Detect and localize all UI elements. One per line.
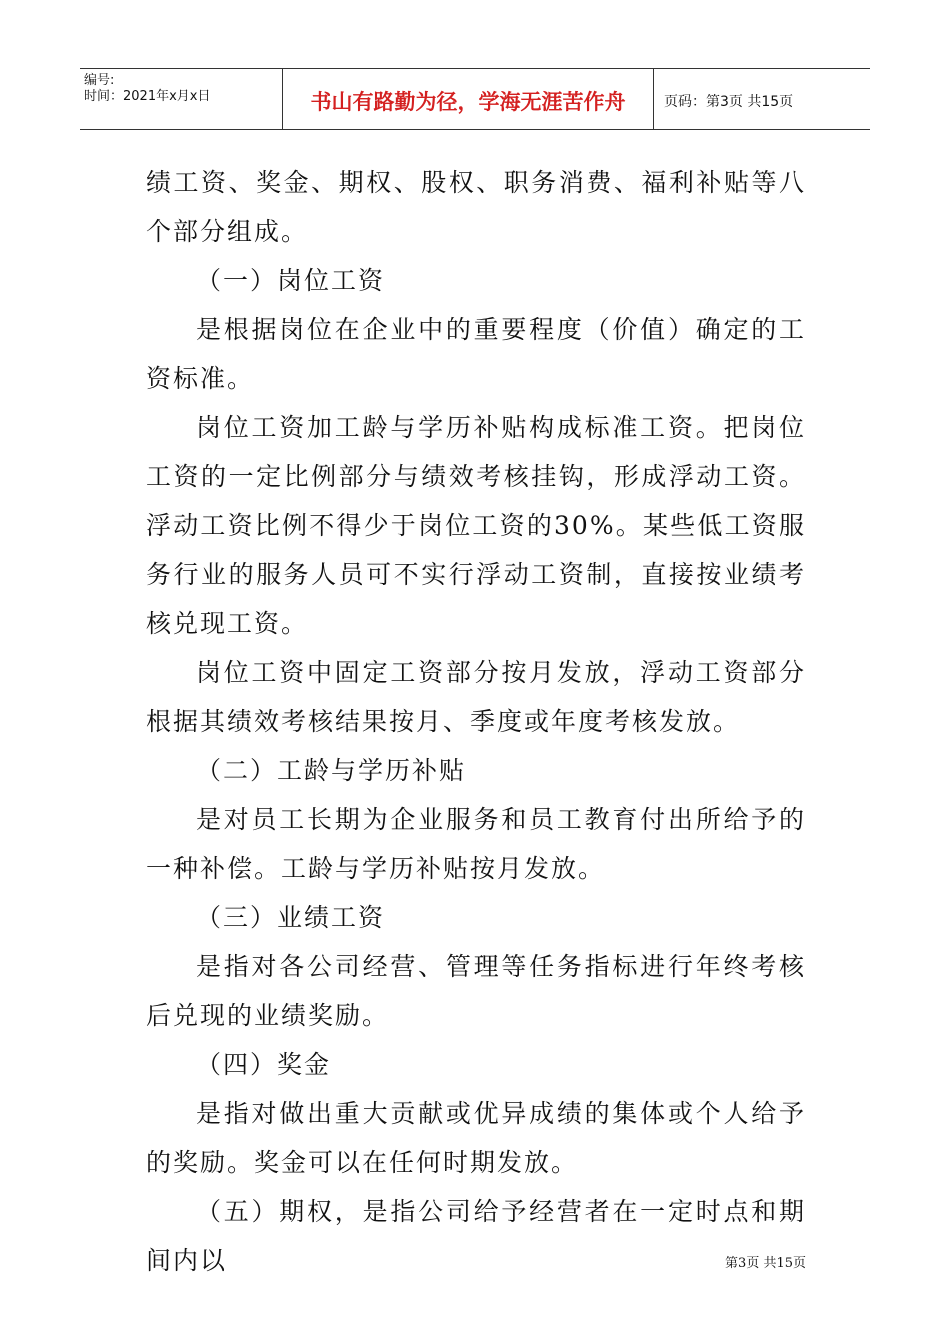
body-paragraph: 岗位工资加工龄与学历补贴构成标准工资。把岗位工资的一定比例部分与绩效考核挂钩，形成浮动工资。浮动工资比例不得少于岗位工资的30%。某些低工资服务行业的服务人员可不实行浮动工资制，直接按业绩考核兑现工资。 (146, 413, 806, 638)
document-body (146, 158, 806, 1285)
body-paragraph: 是根据岗位在企业中的重要程度（价值）确定的工资标准。 (146, 315, 806, 393)
body-paragraph: 是指对做出重大贡献或优异成绩的集体或个人给予的奖励。奖金可以在任何时期发放。 (146, 1099, 806, 1177)
header-motto-cell (283, 69, 654, 129)
body-paragraph: 岗位工资中固定工资部分按月发放，浮动工资部分根据其绩效考核结果按月、季度或年度考核发放。 (146, 658, 806, 736)
header-meta (80, 69, 283, 129)
time-label: 时间：2021年x月x日 (84, 89, 211, 104)
section-heading: （二）工龄与学历补贴 (196, 756, 467, 785)
body-paragraph: 是对员工长期为企业服务和员工教育付出所给予的一种补偿。工龄与学历补贴按月发放。 (146, 805, 806, 883)
section-heading: （三）业绩工资 (196, 903, 386, 932)
body-paragraph: （五）期权，是指公司给予经营者在一定时点和期间内以 (146, 1197, 806, 1275)
body-paragraph: 是指对各公司经营、管理等任务指标进行年终考核后兑现的业绩奖励。 (146, 952, 806, 1030)
document-header (80, 68, 870, 130)
header-page-cell (654, 69, 870, 129)
section-heading: （一）岗位工资 (196, 266, 386, 295)
page-footer: 第3页 共15页 (725, 1256, 806, 1271)
header-page-code: 页码：第3页 共15页 (664, 94, 794, 110)
header-motto: 书山有路勤为径，学海无涯苦作舟 (310, 90, 626, 114)
number-label: 编号: (84, 73, 115, 88)
section-heading: （四）奖金 (196, 1050, 332, 1079)
body-paragraph: 绩工资、奖金、期权、股权、职务消费、福利补贴等八个部分组成。 (146, 168, 806, 246)
